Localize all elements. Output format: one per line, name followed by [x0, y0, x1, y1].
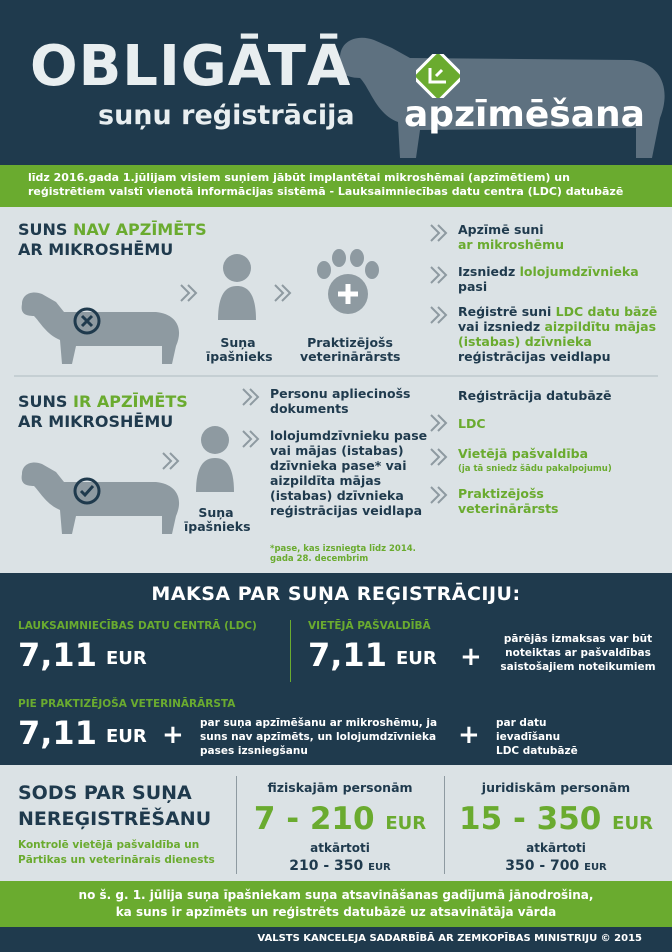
- person-icon: [214, 250, 260, 320]
- section2-heading: SUNS IR APZĪMĒTS AR MIKROSHĒMU: [18, 392, 188, 431]
- fee-vet-currency: EUR: [106, 726, 147, 747]
- penalty-legal-repeat-label: atkārtoti: [526, 841, 586, 855]
- fee-ldc-amount: 7,11: [18, 636, 97, 674]
- fee-local-currency: EUR: [396, 648, 437, 669]
- fee-vet-label: PIE PRAKTIZĒJOŠA VETERINĀRĀRSTA: [18, 698, 236, 710]
- penalty-title: SODS PAR SUŅA NEREĢISTRĒŠANU: [18, 782, 212, 830]
- chevron-icon: [272, 282, 294, 304]
- fee-ldc-currency: EUR: [106, 648, 147, 669]
- fee-local-amount: 7,11: [308, 636, 387, 674]
- penalty-natural-repeat-range: 210 - 350 EUR: [289, 858, 391, 874]
- penalty-legal: [448, 780, 664, 874]
- penalty-separator: [444, 776, 445, 874]
- chevron-icon: [428, 446, 450, 468]
- reg-option-local: Vietējā pašvaldība: [458, 446, 589, 461]
- footer-notice-text: no š. g. 1. jūlija suņa īpašniekam suņa atsavināšanas gadījumā jānodrošina, ka suns ir apzīmēts un reģistrēts datubāzē uz atsavinātāja vārda: [78, 888, 594, 919]
- fee-vet-note: par suņa apzīmēšanu ar mikroshēmu, ja suns nav apzīmēts, un lolojumdzīvnieka pases izsniegšanu: [200, 717, 438, 757]
- fee-separator: [290, 620, 291, 682]
- reg-option-vet: Praktizējošs veterinārārsts: [458, 486, 559, 516]
- intro-banner: līdz 2016.gada 1.jūlijam visiem suņiem jābūt implantētai mikroshēmai (apzīmētiem) un reģistrētiem valstī vienotā informācijas sistēmā - Lauksaimniecības datu centra (LDC) datubāzē: [0, 165, 672, 207]
- brand-text: apzīmēšana: [404, 94, 645, 135]
- chevron-icon: [428, 264, 450, 286]
- penalty-legal-repeat-range: 350 - 700 EUR: [505, 858, 607, 874]
- owner-label: Suņa īpašnieks: [184, 505, 251, 534]
- penalty-legal-title: juridiskām personām: [481, 780, 631, 795]
- fee-local-note: pārējās izmaksas var būt noteiktas ar pašvaldības saistošajiem noteikumiem: [500, 633, 656, 673]
- chevron-icon: [428, 412, 450, 434]
- penalty-separator: [236, 776, 237, 874]
- logo-icon: [416, 54, 460, 98]
- penalty-note: Kontrolē vietējā pašvaldība un Pārtikas un veterinārais dienests: [18, 839, 215, 866]
- chevron-icon: [428, 222, 450, 244]
- reg-title: Reģistrācija datubāzē: [458, 388, 612, 403]
- footer-notice: [0, 881, 672, 927]
- plus-icon: +: [162, 720, 184, 750]
- cross-circle-icon: [72, 306, 102, 336]
- step-mark: Apzīmē suni ar mikroshēmu: [458, 222, 565, 252]
- chevron-icon: [428, 304, 450, 326]
- reg-option-ldc: LDC: [458, 416, 486, 431]
- header-dachshund-icon: [300, 18, 672, 158]
- fee-vet-note2: par datu ievadīšanu LDC datubāzē: [496, 717, 578, 757]
- doc-id: Personu apliecinošs dokuments: [270, 386, 411, 416]
- paw-cross-icon: [312, 248, 384, 320]
- chevron-icon: [240, 428, 262, 450]
- chevron-icon: [178, 282, 200, 304]
- chevron-icon: [240, 386, 262, 408]
- penalty-natural-range: 7 - 210 EUR: [253, 801, 427, 837]
- plus-icon: +: [460, 642, 482, 672]
- step-register: Reģistrē suni LDC datu bāzē vai izsniedz aizpildītu mājas (istabas) dzīvnieka reģistrācijas veidlapu: [458, 304, 658, 364]
- page-title: OBLIGĀTĀ: [30, 34, 352, 99]
- plus-icon: +: [458, 720, 480, 750]
- fee-ldc-label: LAUKSAIMNIECĪBAS DATU CENTRĀ (LDC): [18, 620, 257, 632]
- penalty-natural: [240, 780, 440, 874]
- person-icon: [192, 422, 238, 492]
- owner-label: Suņa īpašnieks: [206, 335, 273, 364]
- doc-passport: lolojumdzīvnieku pase vai mājas (istabas) dzīvnieka pase* vai aizpildīta mājas (istabas) dzīvnieka reģistrācijas veidlapa: [270, 428, 428, 518]
- check-circle-icon: [72, 476, 102, 506]
- penalty-natural-repeat-label: atkārtoti: [310, 841, 370, 855]
- page-subtitle: suņu reģistrācija: [98, 100, 355, 131]
- fee-vet-amount: 7,11: [18, 714, 97, 752]
- vet-label: Praktizējošs veterinārārsts: [300, 335, 401, 364]
- fees-title: MAKSA PAR SUŅA REĢISTRĀCIJU:: [151, 583, 521, 605]
- chevron-icon: [160, 450, 182, 472]
- chevron-icon: [428, 484, 450, 506]
- fee-local-label: VIETĒJĀ PAŠVALDĪBĀ: [308, 620, 431, 632]
- step-passport: Izsniedz lolojumdzīvnieka pasi: [458, 264, 639, 294]
- footer-credit: VALSTS KANCELEJA SADARBĪBĀ AR ZEMKOPĪBAS MINISTRIJU © 2015: [0, 927, 672, 952]
- footnote: *pase, kas izsniegta līdz 2014. gada 28. decembrim: [270, 544, 416, 564]
- penalty-natural-title: fiziskajām personām: [267, 780, 413, 795]
- reg-option-note: (ja tā sniedz šādu pakalpojumu): [458, 464, 612, 474]
- section1-heading: SUNS NAV APZĪMĒTS AR MIKROSHĒMU: [18, 220, 207, 259]
- penalty-legal-range: 15 - 350 EUR: [459, 801, 653, 837]
